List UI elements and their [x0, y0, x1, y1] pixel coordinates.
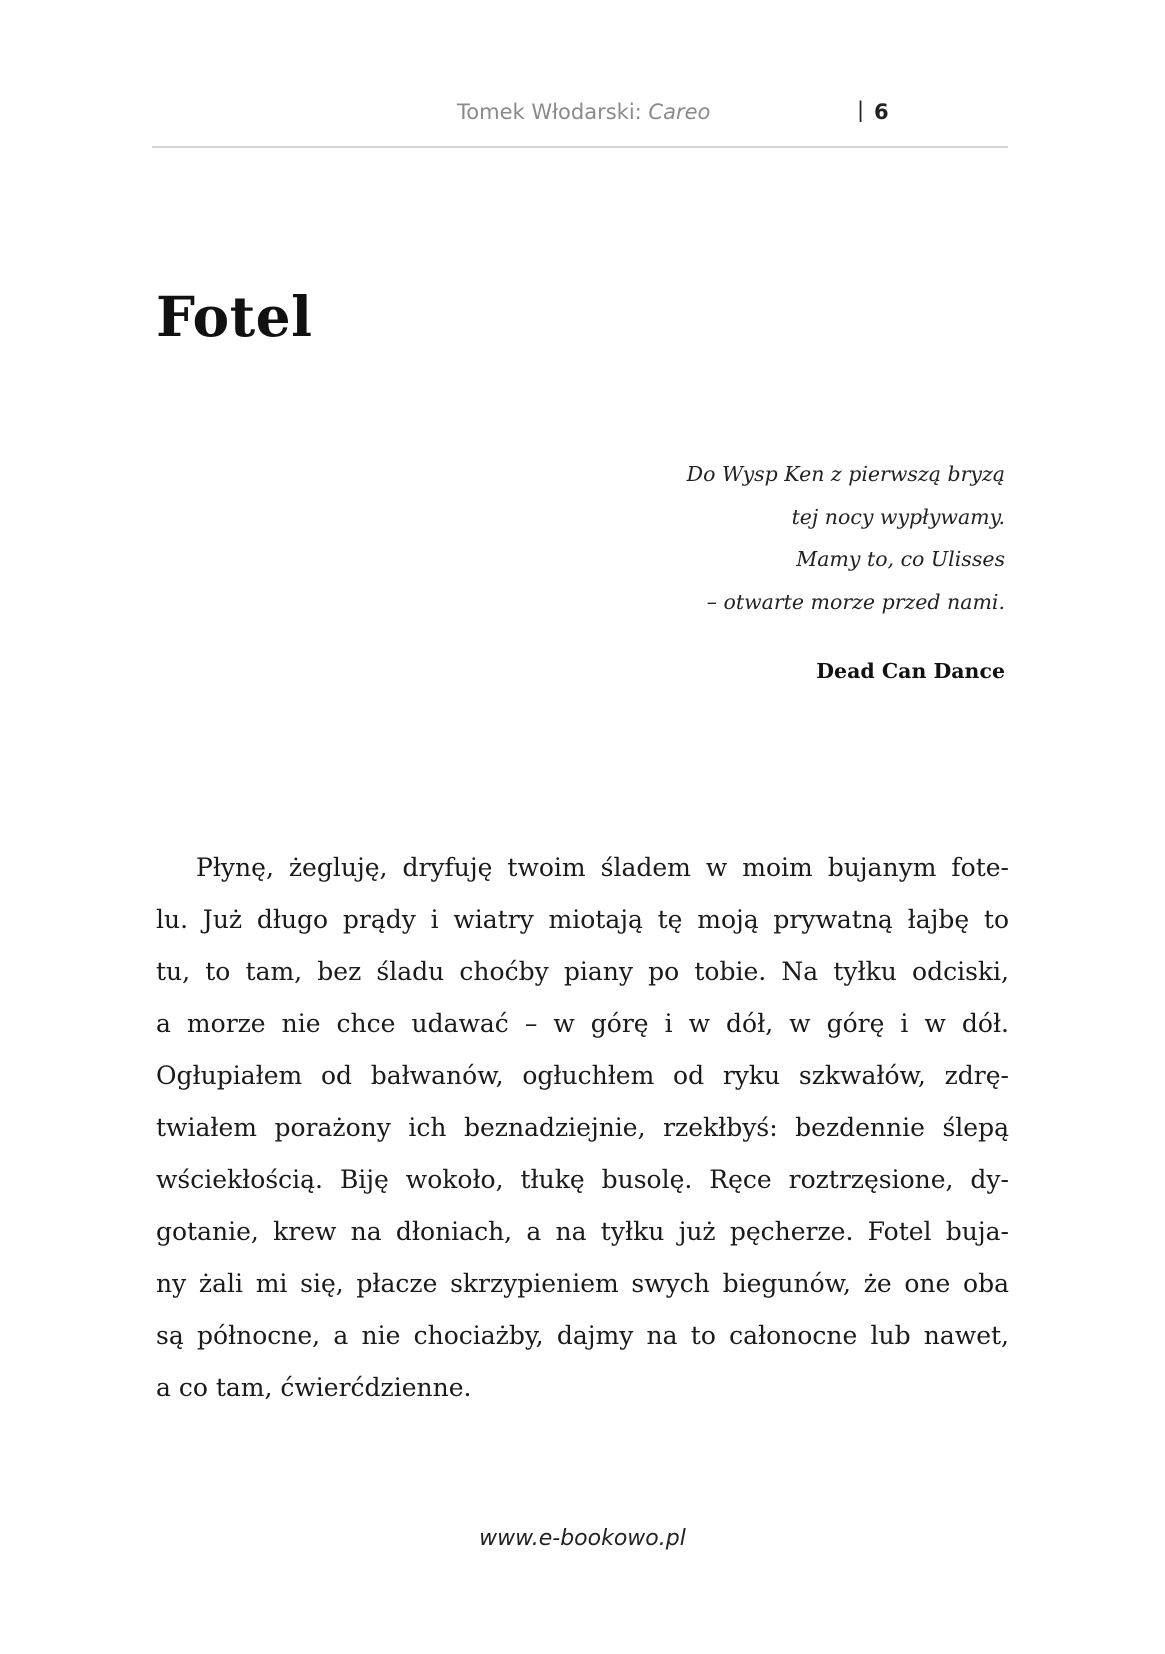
body-line: ny żali mi się, płacze skrzypieniem swych biegunów, że one oba [156, 1269, 1009, 1298]
chapter-title: Fotel [156, 284, 313, 349]
epigraph [405, 453, 1005, 623]
header-author-title [457, 100, 710, 124]
body-line: lu. Już długo prądy i wiatry miotają tę moją prywatną łajbę to [156, 905, 1009, 934]
body-line: a co tam, ćwierćdzienne. [156, 1373, 472, 1402]
running-header [152, 94, 1007, 134]
body-line: tu, to tam, bez śladu choćby piany po tobie. Na tyłku odciski, [156, 957, 1009, 986]
body-line: Płynę, żegluję, dryfuję twoim śladem w moim bujanym fote- [196, 853, 1009, 882]
header-separator: | [857, 98, 865, 122]
epigraph-line: Mamy to, co Ulisses [796, 547, 1005, 571]
epigraph-line: – otwarte morze przed nami. [706, 589, 1005, 614]
body-line: gotanie, krew na dłoniach, a na tyłku już pęcherze. Fotel buja- [156, 1217, 1009, 1246]
body-paragraph [156, 842, 1009, 1414]
page-number: 6 [874, 100, 889, 124]
footer-url[interactable]: www.e-bookowo.pl [479, 1526, 686, 1551]
epigraph-author: Dead Can Dance [816, 659, 1005, 683]
body-line: twiałem porażony ich beznadziejnie, rzekłbyś: bezdennie ślepą [156, 1113, 1009, 1142]
epigraph-line: Do Wysp Ken z pierwszą bryzą [686, 462, 1005, 486]
body-line: a morze nie chce udawać – w górę i w dół, w górę i w dół. [156, 1009, 1009, 1038]
epigraph-line: tej nocy wypływamy. [791, 504, 1005, 529]
body-line: Ogłupiałem od bałwanów, ogłuchłem od ryku szkwałów, zdrę- [156, 1061, 1009, 1090]
body-line: wściekłością. Biję wokoło, tłukę busolę. Ręce roztrzęsione, dy- [156, 1165, 1009, 1194]
header-divider [152, 146, 1008, 148]
header-author: Tomek Włodarski: [457, 100, 649, 124]
body-line: są północne, a nie chociażby, dajmy na to całonocne lub nawet, [156, 1321, 1009, 1350]
header-book-title: Careo [648, 100, 711, 124]
